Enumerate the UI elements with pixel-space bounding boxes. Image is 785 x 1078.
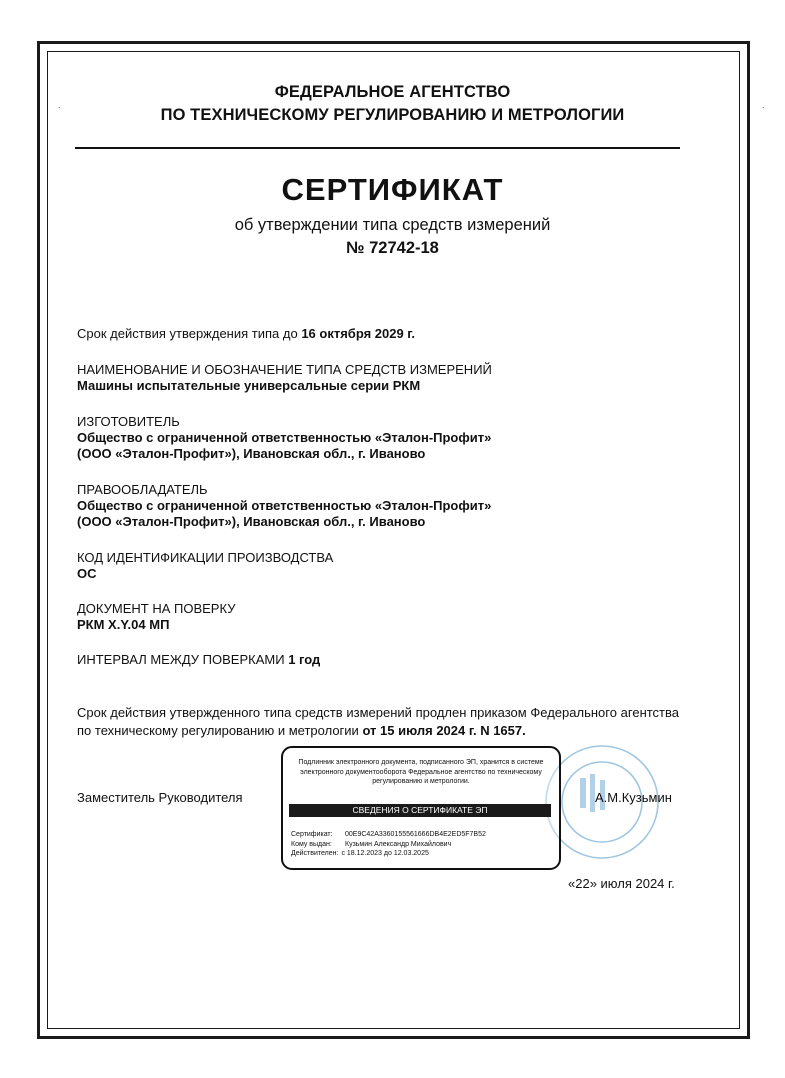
issued-to: Кузьмин Александр Михайлович bbox=[345, 840, 452, 848]
extension-order: от 15 июля 2024 г. N 1657. bbox=[362, 723, 526, 738]
validity-label: Срок действия утверждения типа до bbox=[77, 326, 302, 341]
agency-name-line2: ПО ТЕХНИЧЕСКОМУ РЕГУЛИРОВАНИЮ И МЕТРОЛОГИИ bbox=[160, 106, 625, 124]
interval-value: 1 год bbox=[288, 652, 321, 667]
holder-label: ПРАВООБЛАДАТЕЛЬ bbox=[77, 482, 208, 497]
valid-period: с 18.12.2023 до 12.03.2025 bbox=[341, 850, 429, 857]
instrument-label: НАИМЕНОВАНИЕ И ОБОЗНАЧЕНИЕ ТИПА СРЕДСТВ ИЗМЕРЕНИЙ bbox=[77, 362, 492, 377]
extension-text: Срок действия утвержденного типа средств измерений продлен приказом Федерального агентства по техническому регулированию и метрологии bbox=[77, 705, 679, 738]
manufacturer-address: (ООО «Эталон-Профит»), Ивановская обл., г. Иваново bbox=[77, 446, 426, 461]
signature-date: «22» июля 2024 г. bbox=[568, 876, 675, 891]
e-signature-banner: СВЕДЕНИЯ О СЕРТИФИКАТЕ ЭП bbox=[289, 804, 551, 817]
cert-serial: 00E9C42A3360155561666DB4E2ED5F7B52 bbox=[345, 831, 486, 838]
signer-position: Заместитель Руководителя bbox=[77, 790, 243, 805]
header-divider bbox=[75, 147, 680, 149]
cert-label: Сертификат: bbox=[291, 831, 333, 838]
e-signature-box bbox=[281, 746, 561, 870]
certificate-title: СЕРТИФИКАТ bbox=[281, 172, 504, 207]
scan-speck: . bbox=[762, 100, 765, 110]
issued-label: Кому выдан: bbox=[291, 840, 332, 848]
scan-speck: . bbox=[58, 100, 61, 110]
validity-line bbox=[77, 326, 415, 342]
extension-paragraph bbox=[77, 704, 679, 740]
signer-name: А.М.Кузьмин bbox=[595, 790, 672, 805]
agency-name-line1: ФЕДЕРАЛЬНОЕ АГЕНТСТВО bbox=[274, 83, 511, 101]
verification-doc-value: РКМ X.Y.04 МП bbox=[77, 617, 170, 632]
e-signature-details bbox=[291, 830, 486, 859]
valid-label: Действителен: bbox=[291, 850, 339, 857]
e-signature-issued-row bbox=[291, 840, 486, 850]
e-signature-valid-row bbox=[291, 849, 486, 859]
manufacturer-label: ИЗГОТОВИТЕЛЬ bbox=[77, 414, 180, 429]
production-code-label: КОД ИДЕНТИФИКАЦИИ ПРОИЗВОДСТВА bbox=[77, 550, 334, 565]
e-signature-notice: Подлинник электронного документа, подписанного ЭП, хранится в системе электронного документооборота Федеральное агентство по техническому регулированию и метрологии. bbox=[298, 759, 544, 785]
interval-label: ИНТЕРВАЛ МЕЖДУ ПОВЕРКАМИ bbox=[77, 652, 289, 667]
manufacturer-name: Общество с ограниченной ответственностью «Эталон-Профит» bbox=[77, 430, 492, 445]
certificate-subtitle: об утверждении типа средств измерений bbox=[234, 216, 551, 234]
holder-name: Общество с ограниченной ответственностью «Эталон-Профит» bbox=[77, 498, 492, 513]
production-code-value: ОС bbox=[77, 566, 97, 581]
e-signature-cert-row bbox=[291, 830, 486, 840]
interval-line bbox=[77, 652, 320, 668]
holder-address: (ООО «Эталон-Профит»), Ивановская обл., г. Иваново bbox=[77, 514, 426, 529]
verification-doc-label: ДОКУМЕНТ НА ПОВЕРКУ bbox=[77, 601, 236, 616]
instrument-name: Машины испытательные универсальные серии РКМ bbox=[77, 378, 421, 393]
certificate-number: № 72742-18 bbox=[346, 239, 439, 257]
validity-date: 16 октября 2029 г. bbox=[301, 326, 416, 341]
